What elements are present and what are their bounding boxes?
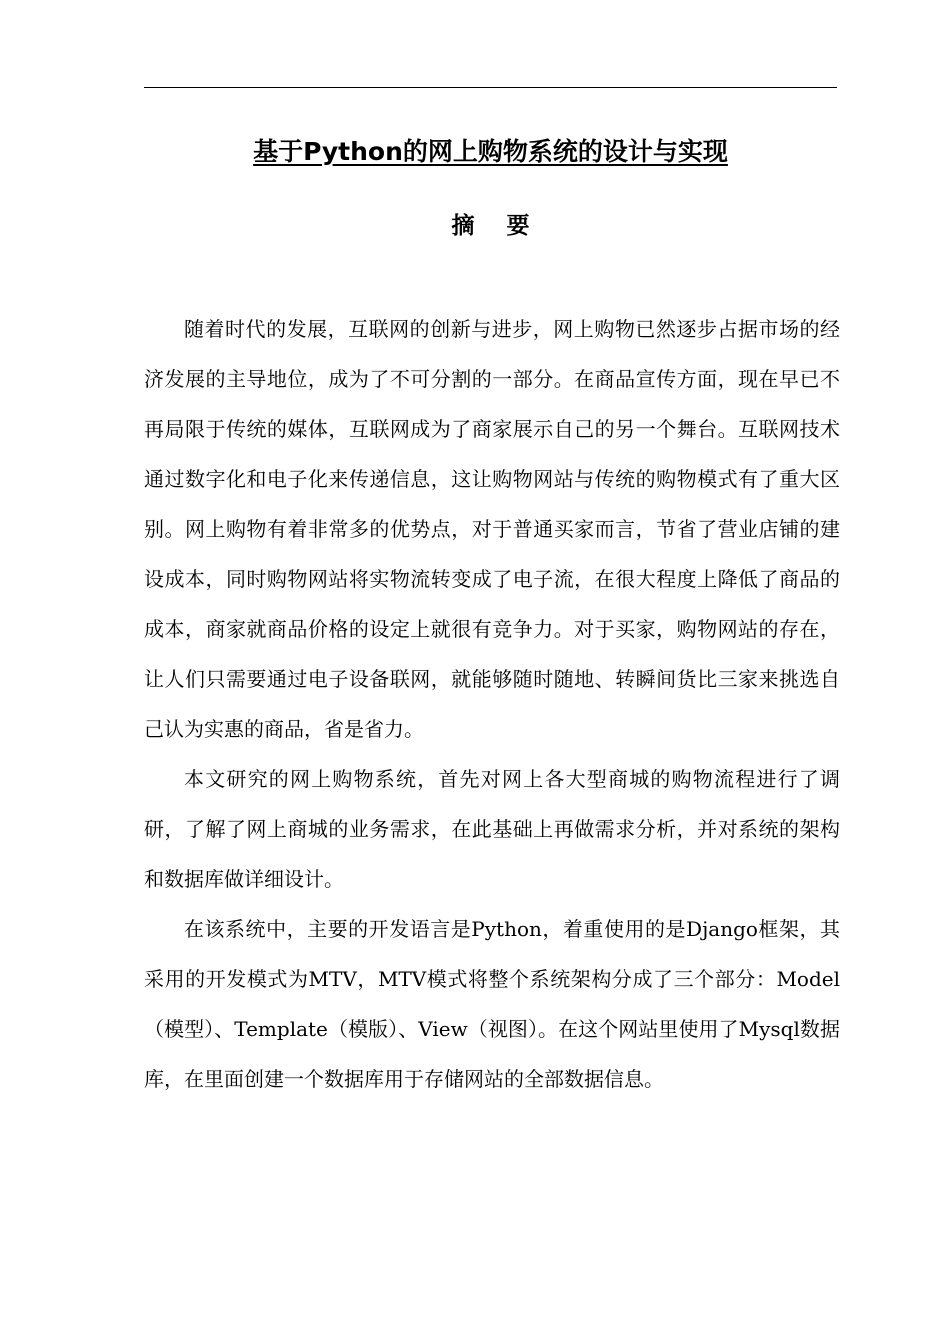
abstract-paragraph-2: 本文研究的网上购物系统，首先对网上各大型商城的购物流程进行了调研，了解了网上商城的业务需求，在此基础上再做需求分析，并对系统的架构和数据库做详细设计。 xyxy=(144,767,840,891)
abstract-heading: 摘 要 xyxy=(451,213,542,239)
document-title xyxy=(144,132,837,172)
abstract-body xyxy=(144,304,840,1104)
header-rule xyxy=(144,87,837,88)
abstract-paragraph-3: 在该系统中，主要的开发语言是Python，着重使用的是Django框架，其采用的开发模式为MTV，MTV模式将整个系统架构分成了三个部分：Model（模型）、Template（模版）、View（视图）。在这个网站里使用了Mysql数据库，在里面创建一个数据库用于存储网站的全部数据信息。 xyxy=(144,917,840,1091)
abstract-paragraph-1: 随着时代的发展，互联网的创新与进步，网上购物已然逐步占据市场的经济发展的主导地位，成为了不可分割的一部分。在商品宣传方面，现在早已不再局限于传统的媒体，互联网成为了商家展示自己的另一个舞台。互联网技术通过数字化和电子化来传递信息，这让购物网站与传统的购物模式有了重大区别。网上购物有着非常多的优势点，对于普通买家而言，节省了营业店铺的建设成本，同时购物网站将实物流转变成了电子流，在很大程度上降低了商品的成本，商家就商品价格的设定上就很有竞争力。对于买家，购物网站的存在，让人们只需要通过电子设备联网，就能够随时随地、转瞬间货比三家来挑选自己认为实惠的商品，省是省力。 xyxy=(144,317,840,741)
document-title-text: 基于Python的网上购物系统的设计与实现 xyxy=(253,137,728,166)
